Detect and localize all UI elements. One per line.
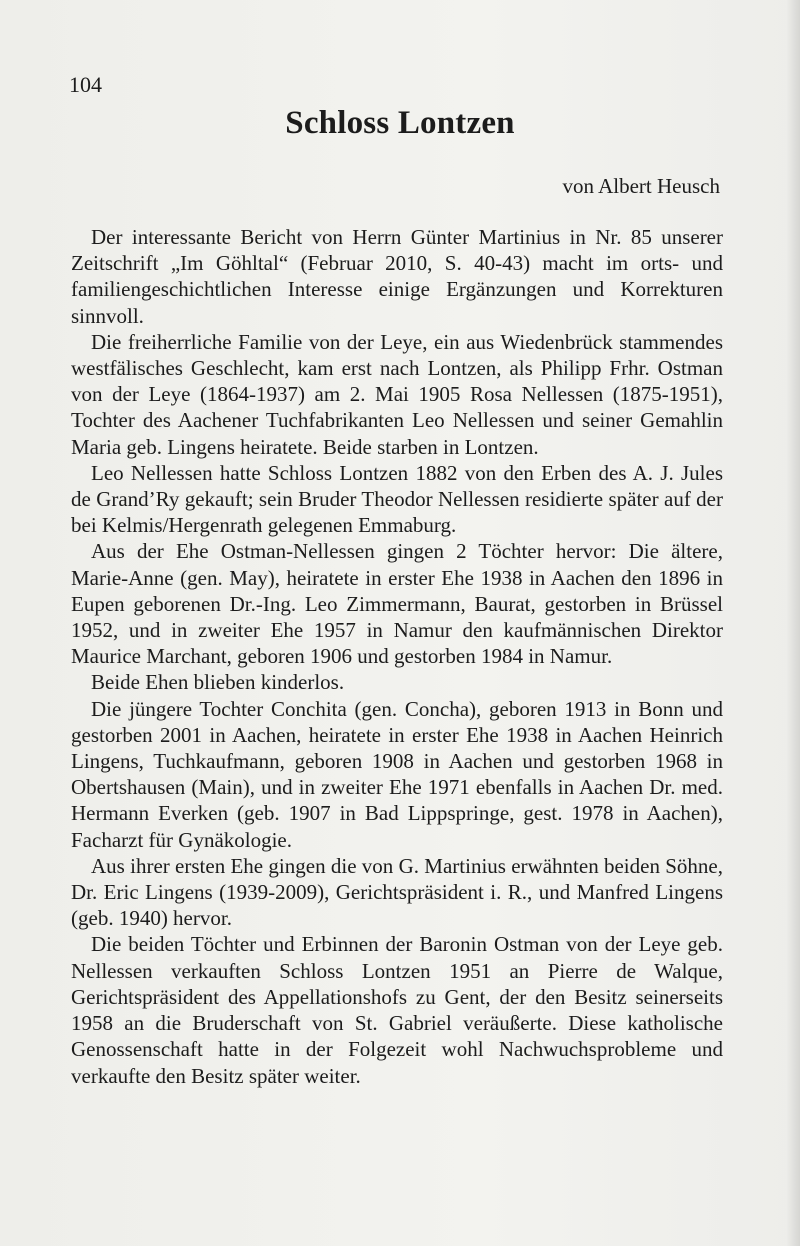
paragraph: Die jüngere Tochter Conchita (gen. Concha), geboren 1913 in Bonn und gestorben 2001 in Aachen, heiratete in erster Ehe 1938 in Aachen Heinrich Lingens, Tuchkaufmann, geboren 1908 in Aachen und gestorben 1968 in Obertshausen (Main), und in zweiter Ehe 1971 ebenfalls in Aachen Dr. med. Hermann Everken (geb. 1907 in Bad Lippspringe, gest. 1978 in Aachen), Facharzt für Gynäkologie. bbox=[71, 696, 723, 852]
paragraph: Die freiherrliche Familie von der Leye, ein aus Wiedenbrück stammendes westfälisches Geschlecht, kam erst nach Lontzen, als Philipp Frhr. Ostman von der Leye (1864-1937) am 2. Mai 1905 Rosa Nellessen (1875-1951), Tochter des Aachener Tuchfabrikanten Leo Nellessen und seiner Gemahlin Maria geb. Lingens heiratete. Beide starben in Lontzen. bbox=[71, 329, 723, 459]
paragraph: Aus der Ehe Ostman-Nellessen gingen 2 Töchter hervor: Die ältere, Marie-Anne (gen. May), heiratete in erster Ehe 1938 in Aachen den 1896 in Eupen geborenen Dr.-Ing. Leo Zimmermann, Baurat, gestorben in Brüssel 1952, und in zweiter Ehe 1957 in Namur den kaufmännischen Direktor Maurice Marchant, geboren 1906 und gestorben 1984 in Namur. bbox=[71, 539, 723, 669]
paragraph: Der interessante Bericht von Herrn Günter Martinius in Nr. 85 unserer Zeitschrift „Im Göhltal“ (Februar 2010, S. 40-43) macht im orts- und familiengeschichtlichen Interesse einige Ergänzungen und Korrekturen sinnvoll. bbox=[71, 225, 723, 328]
article-author: von Albert Heusch bbox=[562, 174, 720, 198]
paragraph: Aus ihrer ersten Ehe gingen die von G. Martinius erwähnten beiden Söhne, Dr. Eric Lingens (1939-2009), Gerichtspräsident i. R., und Manfred Lingens (geb. 1940) hervor. bbox=[71, 853, 723, 931]
page-number: 104 bbox=[69, 72, 102, 97]
article-title: Schloss Lontzen bbox=[285, 105, 515, 141]
paragraph: Die beiden Töchter und Erbinnen der Baronin Ostman von der Leye geb. Nellessen verkauften Schloss Lontzen 1951 an Pierre de Walque, Gerichtspräsident des Appellationshofs zu Gent, der den Besitz seinerseits 1958 an die Bruderschaft von St. Gabriel veräußerte. Diese katholische Genossenschaft hatte in der Folgezeit wohl Nachwuchsprobleme und verkaufte den Besitz später weiter. bbox=[71, 932, 723, 1088]
page-edge-shadow bbox=[786, 0, 800, 1246]
article-body bbox=[71, 224, 723, 1089]
paragraph: Leo Nellessen hatte Schloss Lontzen 1882 von den Erben des A. J. Jules de Grand’Ry gekauft; sein Bruder Theodor Nellessen residierte später auf der bei Kelmis/Hergenrath gelegenen Emmaburg. bbox=[71, 460, 723, 538]
paragraph: Beide Ehen blieben kinderlos. bbox=[91, 670, 345, 695]
